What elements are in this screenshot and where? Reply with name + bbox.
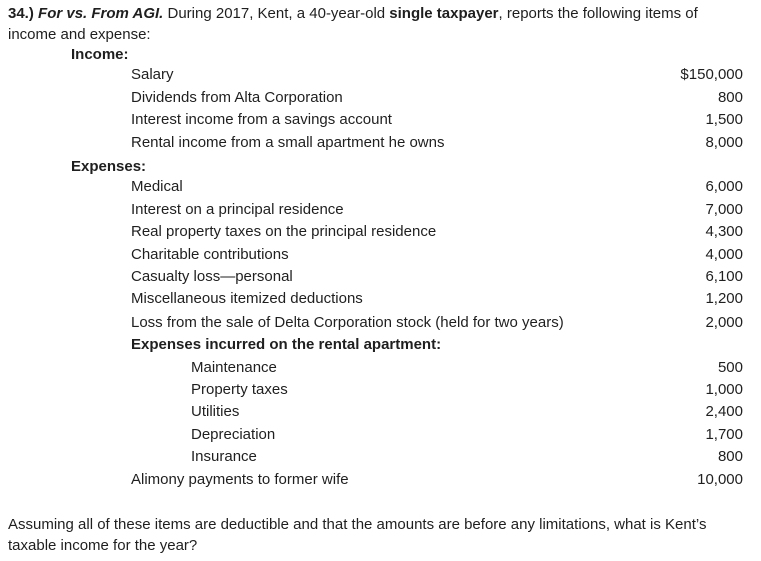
item-amount: 800 xyxy=(717,89,743,106)
item-label: Property taxes xyxy=(191,381,288,398)
rental-expense-row xyxy=(0,424,761,446)
item-label: Casualty loss—personal xyxy=(131,268,293,285)
expense-row xyxy=(0,312,761,334)
rental-expenses-heading: Expenses incurred on the rental apartment: xyxy=(131,336,442,353)
rental-expense-row xyxy=(0,357,761,379)
item-label: Salary xyxy=(131,66,174,83)
expense-row xyxy=(0,266,761,288)
item-amount: 1,000 xyxy=(705,381,743,398)
alimony-row xyxy=(0,469,761,491)
rental-expense-row xyxy=(0,446,761,468)
item-amount: 1,200 xyxy=(705,290,743,307)
income-row xyxy=(0,64,761,86)
expenses-heading: Expenses: xyxy=(71,158,147,175)
item-amount: 4,300 xyxy=(705,223,743,240)
item-label: Medical xyxy=(131,178,183,195)
item-label: Miscellaneous itemized deductions xyxy=(131,290,363,307)
rental-expense-row xyxy=(0,401,761,423)
item-amount: 6,100 xyxy=(705,268,743,285)
intro-text-a: During 2017, Kent, a 40-year-old xyxy=(163,5,390,22)
intro-bold-text: single taxpayer xyxy=(389,5,499,22)
item-amount: 2,400 xyxy=(705,403,743,420)
item-label: Rental income from a small apartment he owns xyxy=(131,134,445,151)
income-row xyxy=(0,109,761,131)
item-amount: 6,000 xyxy=(705,178,743,195)
item-amount: 800 xyxy=(717,448,743,465)
item-amount: 8,000 xyxy=(705,134,743,151)
item-label: Utilities xyxy=(191,403,240,420)
item-label: Real property taxes on the principal residence xyxy=(131,223,437,240)
expense-row xyxy=(0,199,761,221)
item-amount: $150,000 xyxy=(680,66,743,83)
item-amount: 7,000 xyxy=(705,201,743,218)
item-label: Dividends from Alta Corporation xyxy=(131,89,343,106)
intro-text-b: , reports the following items of xyxy=(498,5,698,22)
problem-number: 34.) xyxy=(8,5,34,22)
item-amount: 1,700 xyxy=(705,426,743,443)
item-label: Insurance xyxy=(191,448,257,465)
problem-title: For vs. From AGI. xyxy=(38,5,164,22)
item-label: Maintenance xyxy=(191,359,277,376)
item-label: Interest income from a savings account xyxy=(131,111,392,128)
item-label: Charitable contributions xyxy=(131,246,289,263)
item-label: Loss from the sale of Delta Corporation stock (held for two years) xyxy=(131,314,564,331)
problem-intro xyxy=(8,3,761,45)
expense-row xyxy=(0,176,761,198)
item-amount: 2,000 xyxy=(705,314,743,331)
item-amount: 500 xyxy=(717,359,743,376)
item-amount: 1,500 xyxy=(705,111,743,128)
item-label: Alimony payments to former wife xyxy=(131,471,349,488)
expense-row xyxy=(0,288,761,310)
income-row xyxy=(0,87,761,109)
item-amount: 10,000 xyxy=(697,471,743,488)
item-label: Interest on a principal residence xyxy=(131,201,344,218)
expense-row xyxy=(0,244,761,266)
income-row xyxy=(0,132,761,154)
income-heading: Income: xyxy=(71,46,129,63)
rental-expense-row xyxy=(0,379,761,401)
intro-line-2: income and expense: xyxy=(8,26,151,43)
question-text: Assuming all of these items are deductible and that the amounts are before any limitations, what is Kent’s taxable income for the year? xyxy=(8,516,707,554)
item-label: Depreciation xyxy=(191,426,276,443)
item-amount: 4,000 xyxy=(705,246,743,263)
expense-row xyxy=(0,221,761,243)
